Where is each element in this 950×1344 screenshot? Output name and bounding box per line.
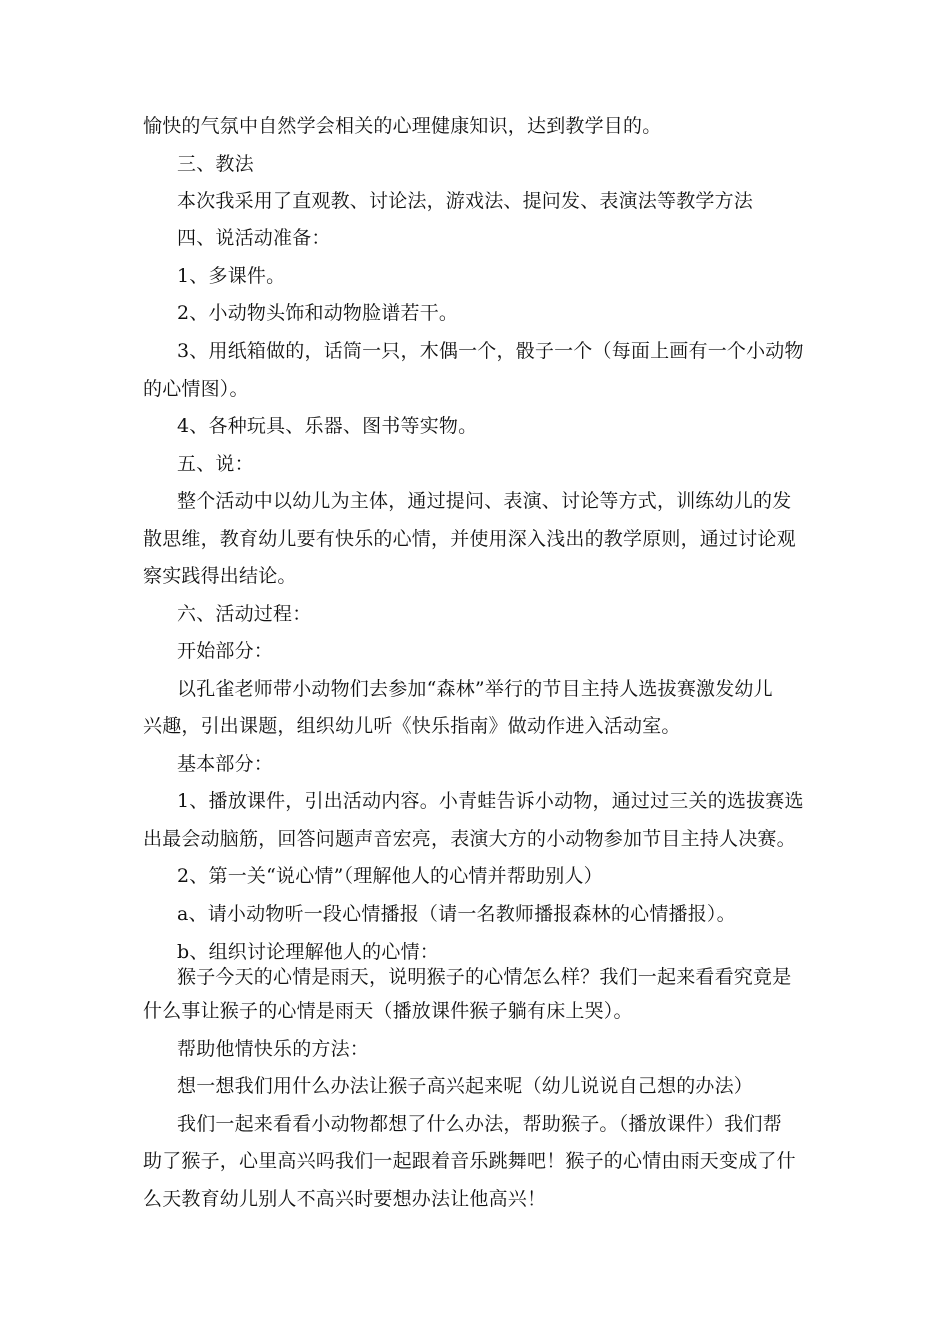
text-line: 愉快的气氛中自然学会相关的心理健康知识，达到教学目的。 <box>143 115 662 137</box>
subsection-heading: 开始部分： <box>177 640 274 662</box>
text-line: 猴子今天的心情是雨天，说明猴子的心情怎么样？我们一起来看看究竟是 <box>177 966 792 988</box>
text-line: 什么事让猴子的心情是雨天（播放课件猴子躺有床上哭）。 <box>143 1000 633 1022</box>
list-item: 4、各种玩具、乐器、图书等实物。 <box>177 415 478 437</box>
list-item: 1、播放课件，引出活动内容。小青蛙告诉小动物，通过过三关的选拔赛选 <box>177 790 804 812</box>
list-item: a、请小动物听一段心情播报（请一名教师播报森林的心情播报）。 <box>177 903 736 925</box>
list-item: 2、第一关“说心情”（理解他人的心情并帮助别人） <box>177 865 603 887</box>
text-line: 助了猴子，心里高兴吗我们一起跟着音乐跳舞吧！猴子的心情由雨天变成了什 <box>143 1150 796 1172</box>
text-line: 兴趣，引出课题，组织幼儿听《快乐指南》做动作进入活动室。 <box>143 715 681 737</box>
section-heading: 六、活动过程： <box>177 603 312 625</box>
list-item: 2、小动物头饰和动物脸谱若干。 <box>177 302 459 324</box>
list-item: b、组织讨论理解他人的心情： <box>177 941 439 963</box>
text-line: 察实践得出结论。 <box>143 565 297 587</box>
text-line: 整个活动中以幼儿为主体，通过提问、表演、讨论等方式，训练幼儿的发 <box>177 490 792 512</box>
subsection-heading: 基本部分： <box>177 753 274 775</box>
text-line: 么天教育幼儿别人不高兴时要想办法让他高兴！ <box>143 1188 547 1210</box>
section-heading: 五、说： <box>177 453 254 475</box>
list-item: 1、多课件。 <box>177 265 286 287</box>
text-line: 本次我采用了直观教、讨论法，游戏法、提问发、表演法等教学方法 <box>177 190 754 212</box>
section-heading: 三、教法 <box>177 153 254 175</box>
subsection-heading: 帮助他情快乐的方法： <box>177 1038 370 1060</box>
section-heading: 四、说活动准备： <box>177 227 331 249</box>
text-line: 的心情图）。 <box>143 378 249 400</box>
text-line: 以孔雀老师带小动物们去参加“森林”举行的节目主持人选拔赛激发幼儿 <box>177 678 773 700</box>
text-line: 想一想我们用什么办法让猴子高兴起来呢（幼儿说说自己想的办法） <box>177 1075 754 1097</box>
list-item: 3、用纸箱做的，话筒一只，木偶一个，骰子一个（每面上画有一个小动物 <box>177 340 804 362</box>
text-line: 我们一起来看看小动物都想了什么办法，帮助猴子。（播放课件）我们帮 <box>177 1113 782 1135</box>
text-line: 出最会动脑筋，回答问题声音宏亮，表演大方的小动物参加节目主持人决赛。 <box>143 828 796 850</box>
text-line: 散思维，教育幼儿要有快乐的心情，并使用深入浅出的教学原则，通过讨论观 <box>143 528 796 550</box>
